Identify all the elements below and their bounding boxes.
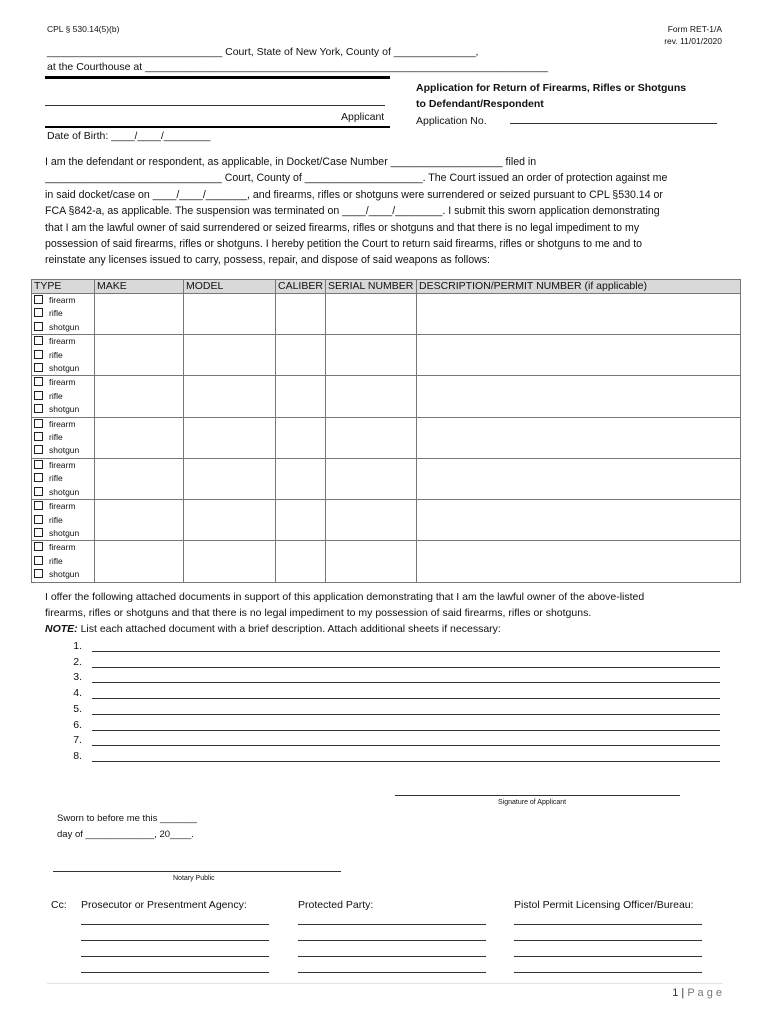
- type-option: [34, 390, 94, 403]
- model-cell[interactable]: [184, 541, 276, 582]
- document-line[interactable]: [50, 656, 720, 672]
- type-option: [34, 431, 94, 444]
- type-cell: [32, 541, 95, 582]
- type-option-label: firearm: [49, 295, 76, 305]
- notary-signature-line[interactable]: [53, 861, 341, 872]
- type-checkbox[interactable]: [34, 350, 43, 359]
- form-title-subline: to Defendant/Respondent: [416, 98, 544, 110]
- type-option: [34, 472, 94, 485]
- type-checkbox[interactable]: [34, 391, 43, 400]
- type-checkbox[interactable]: [34, 308, 43, 317]
- type-checkbox[interactable]: [34, 487, 43, 496]
- make-cell[interactable]: [95, 541, 184, 582]
- document-blank[interactable]: [92, 745, 720, 746]
- courthouse-line: at the Courthouse at _____________________________________________________________________: [47, 61, 548, 73]
- type-checkbox[interactable]: [34, 432, 43, 441]
- note-line: [45, 623, 501, 635]
- caption-top-rule: [45, 76, 390, 79]
- type-option: [34, 335, 94, 348]
- caption-bottom-rule: [45, 126, 390, 128]
- cc-protected-party-label: Protected Party:: [298, 899, 374, 911]
- type-checkbox[interactable]: [34, 404, 43, 413]
- type-option: [34, 362, 94, 375]
- petition-line: reinstate any licenses issued to carry, possess, repair, and dispose of said weapons as follows:: [45, 254, 490, 267]
- type-checkbox[interactable]: [34, 445, 43, 454]
- col-header-make: MAKE: [95, 280, 184, 294]
- document-line[interactable]: [50, 640, 720, 656]
- document-line[interactable]: [50, 671, 720, 687]
- document-line[interactable]: [50, 734, 720, 750]
- type-cell: [32, 417, 95, 458]
- type-option-label: shotgun: [49, 321, 80, 332]
- type-checkbox[interactable]: [34, 377, 43, 386]
- type-checkbox[interactable]: [34, 501, 43, 510]
- model-cell[interactable]: [184, 500, 276, 541]
- signature-label: Signature of Applicant: [498, 799, 567, 806]
- type-checkbox[interactable]: [34, 528, 43, 537]
- caliber-cell[interactable]: [276, 294, 326, 335]
- form-id: Form RET-1/A: [667, 24, 722, 34]
- model-cell[interactable]: [184, 335, 276, 376]
- make-cell[interactable]: [95, 417, 184, 458]
- petition-line: in said docket/case on ____/____/_______, and firearms, rifles or shotguns were surrendered or seized pursuant to CPL §530.14 or: [45, 188, 663, 201]
- type-checkbox[interactable]: [34, 460, 43, 469]
- cc-recipient-line[interactable]: [298, 924, 486, 925]
- type-option-label: rifle: [49, 349, 63, 360]
- petition-line: that I am the lawful owner of said surrendered or seized firearms, rifles or shotguns and that there is no legal impediment to my: [45, 221, 640, 234]
- page-separator: |: [678, 987, 688, 999]
- type-checkbox[interactable]: [34, 556, 43, 565]
- caliber-cell[interactable]: [276, 376, 326, 417]
- type-option: [34, 568, 94, 581]
- make-cell[interactable]: [95, 294, 184, 335]
- type-option-label: firearm: [49, 336, 76, 347]
- notary-label: Notary Public: [173, 875, 215, 882]
- type-option-label: firearm: [49, 501, 76, 512]
- note-text: List each attached document with a brief description. Attach additional sheets if necessary:: [77, 623, 501, 635]
- type-option-label: rifle: [49, 432, 63, 443]
- type-checkbox[interactable]: [34, 569, 43, 578]
- table-row: [32, 294, 741, 335]
- type-checkbox[interactable]: [34, 473, 43, 482]
- type-cell: [32, 376, 95, 417]
- type-option-label: rifle: [49, 390, 63, 401]
- col-header-serial-number: SERIAL NUMBER: [326, 280, 417, 294]
- type-option: [34, 294, 94, 307]
- type-option-label: shotgun: [49, 486, 80, 497]
- type-option-label: rifle: [49, 308, 63, 319]
- document-blank[interactable]: [92, 761, 720, 762]
- description-cell[interactable]: [417, 541, 741, 582]
- document-number: 2.: [73, 655, 82, 668]
- cc-recipient-line[interactable]: [514, 940, 702, 941]
- cc-permit-officer-label: Pistol Permit Licensing Officer/Bureau:: [514, 899, 694, 911]
- caliber-cell[interactable]: [276, 458, 326, 499]
- table-row: [32, 500, 741, 541]
- court-line: ______________________________ Court, State of New York, County of ______________,: [47, 46, 479, 58]
- make-cell[interactable]: [95, 458, 184, 499]
- type-option-label: firearm: [49, 377, 76, 388]
- type-checkbox[interactable]: [34, 295, 43, 304]
- serial-number-cell[interactable]: [326, 335, 417, 376]
- page-word: P a g e: [687, 987, 722, 999]
- serial-number-cell[interactable]: [326, 417, 417, 458]
- sworn-date-line: Sworn to before me this _______: [57, 813, 197, 824]
- cc-recipient-line[interactable]: [81, 924, 269, 925]
- type-option: [34, 527, 94, 540]
- type-option: [34, 418, 94, 431]
- document-number: 4.: [73, 687, 82, 700]
- description-cell[interactable]: [417, 458, 741, 499]
- cc-recipient-line[interactable]: [298, 972, 486, 973]
- document-blank[interactable]: [92, 651, 720, 652]
- table-row: [32, 458, 741, 499]
- col-header-description: DESCRIPTION/PERMIT NUMBER (if applicable): [417, 280, 741, 294]
- document-line[interactable]: [50, 719, 720, 735]
- cc-recipient-line[interactable]: [298, 940, 486, 941]
- type-option-label: shotgun: [49, 363, 80, 374]
- serial-number-cell[interactable]: [326, 541, 417, 582]
- cc-recipient-line[interactable]: [81, 956, 269, 957]
- cc-recipient-line[interactable]: [81, 940, 269, 941]
- type-option: [34, 403, 94, 416]
- type-option: [34, 541, 94, 554]
- cc-recipient-line[interactable]: [81, 972, 269, 973]
- type-option-label: firearm: [49, 459, 76, 470]
- table-row: [32, 541, 741, 582]
- document-number: 6.: [73, 718, 82, 731]
- type-option: [34, 459, 94, 472]
- make-cell[interactable]: [95, 376, 184, 417]
- description-cell[interactable]: [417, 376, 741, 417]
- cc-recipient-line[interactable]: [514, 972, 702, 973]
- type-cell: [32, 500, 95, 541]
- type-checkbox[interactable]: [34, 542, 43, 551]
- table-row: [32, 335, 741, 376]
- document-number: 8.: [73, 749, 82, 762]
- page-number: 1: [672, 987, 679, 999]
- type-option: [34, 555, 94, 568]
- document-line[interactable]: [50, 703, 720, 719]
- type-checkbox[interactable]: [34, 322, 43, 331]
- document-number: 5.: [73, 702, 82, 715]
- type-checkbox[interactable]: [34, 363, 43, 372]
- date-of-birth: Date of Birth: ____/____/________: [47, 130, 211, 142]
- serial-number-cell[interactable]: [326, 294, 417, 335]
- table-row: [32, 417, 741, 458]
- col-header-model: MODEL: [184, 280, 276, 294]
- sworn-year-line: day of _____________, 20____.: [57, 829, 194, 840]
- document-blank[interactable]: [92, 698, 720, 699]
- document-blank[interactable]: [92, 682, 720, 683]
- applicant-label: Applicant: [341, 111, 385, 123]
- page-footer: [672, 987, 722, 999]
- model-cell[interactable]: [184, 376, 276, 417]
- cc-recipient-line[interactable]: [514, 956, 702, 957]
- type-cell: [32, 294, 95, 335]
- serial-number-cell[interactable]: [326, 376, 417, 417]
- type-option-label: rifle: [49, 473, 63, 484]
- petition-paragraph: [45, 154, 725, 269]
- applicant-signature-line[interactable]: [395, 785, 680, 796]
- caliber-cell[interactable]: [276, 335, 326, 376]
- type-checkbox[interactable]: [34, 515, 43, 524]
- col-header-type: TYPE: [32, 280, 95, 294]
- type-option: [34, 307, 94, 320]
- description-cell[interactable]: [417, 294, 741, 335]
- serial-number-cell[interactable]: [326, 500, 417, 541]
- type-option: [34, 321, 94, 334]
- form-revision: rev. 11/01/2020: [664, 36, 722, 46]
- type-checkbox[interactable]: [34, 336, 43, 345]
- petition-line: FCA §842-a, as applicable. The suspension was terminated on ____/____/________. I submit this sworn application demonstrating: [45, 205, 660, 218]
- type-checkbox[interactable]: [34, 419, 43, 428]
- caliber-cell[interactable]: [276, 541, 326, 582]
- cc-label: Cc:: [51, 899, 67, 911]
- document-blank[interactable]: [92, 730, 720, 731]
- type-option: [34, 486, 94, 499]
- application-number-label: Application No.: [416, 115, 487, 127]
- type-option: [34, 349, 94, 362]
- footer-rule: [47, 983, 723, 984]
- document-blank[interactable]: [92, 714, 720, 715]
- type-option-label: shotgun: [49, 569, 80, 580]
- type-cell: [32, 335, 95, 376]
- offer-line: firearms, rifles or shotguns and that there is no legal impediment to my possession of said firearms, rifles or shotguns.: [45, 607, 592, 619]
- form-title: Application for Return of Firearms, Rifles or Shotguns: [416, 82, 687, 94]
- type-option: [34, 500, 94, 513]
- make-cell[interactable]: [95, 500, 184, 541]
- table-row: [32, 376, 741, 417]
- description-cell[interactable]: [417, 500, 741, 541]
- description-cell[interactable]: [417, 335, 741, 376]
- petition-line: I am the defendant or respondent, as applicable, in Docket/Case Number ___________________ filed in: [45, 156, 537, 168]
- applicant-name-line[interactable]: [45, 95, 385, 106]
- table-header-row: [32, 280, 741, 294]
- serial-number-cell[interactable]: [326, 458, 417, 499]
- offer-line: I offer the following attached documents in support of this application demonstrating that I am the lawful owner of the above-listed: [45, 591, 645, 603]
- document-number: 1.: [73, 640, 82, 652]
- type-cell: [32, 458, 95, 499]
- petition-line: ______________________________ Court, County of ____________________. The Court issued an order of protection against me: [45, 172, 668, 185]
- type-option-label: firearm: [49, 542, 76, 553]
- petition-line: possession of said firearms, rifles or shotguns. I hereby petition the Court to return said firearms, rifles or shotguns to me and to: [45, 238, 643, 251]
- weapons-table: [31, 279, 741, 583]
- document-line[interactable]: [50, 687, 720, 703]
- description-cell[interactable]: [417, 417, 741, 458]
- type-option-label: shotgun: [49, 445, 80, 456]
- application-number-field[interactable]: [510, 113, 717, 124]
- cc-recipient-line[interactable]: [298, 956, 486, 957]
- type-option: [34, 514, 94, 527]
- document-blank[interactable]: [92, 667, 720, 668]
- document-number: 3.: [73, 671, 82, 684]
- model-cell[interactable]: [184, 417, 276, 458]
- type-option-label: rifle: [49, 514, 63, 525]
- note-label: NOTE:: [45, 623, 78, 635]
- type-option: [34, 376, 94, 389]
- caliber-cell[interactable]: [276, 500, 326, 541]
- type-option-label: firearm: [49, 418, 76, 429]
- type-option-label: rifle: [49, 555, 63, 566]
- col-header-caliber: CALIBER: [276, 280, 326, 294]
- cc-recipient-line[interactable]: [514, 924, 702, 925]
- type-option: [34, 444, 94, 457]
- document-number: 7.: [73, 734, 82, 747]
- model-cell[interactable]: [184, 458, 276, 499]
- statute-reference: CPL § 530.14(5)(b): [47, 24, 120, 34]
- type-option-label: shotgun: [49, 527, 80, 538]
- document-line[interactable]: [50, 750, 720, 766]
- model-cell[interactable]: [184, 294, 276, 335]
- make-cell[interactable]: [95, 335, 184, 376]
- type-option-label: shotgun: [49, 404, 80, 415]
- cc-prosecutor-label: Prosecutor or Presentment Agency:: [81, 899, 247, 911]
- caliber-cell[interactable]: [276, 417, 326, 458]
